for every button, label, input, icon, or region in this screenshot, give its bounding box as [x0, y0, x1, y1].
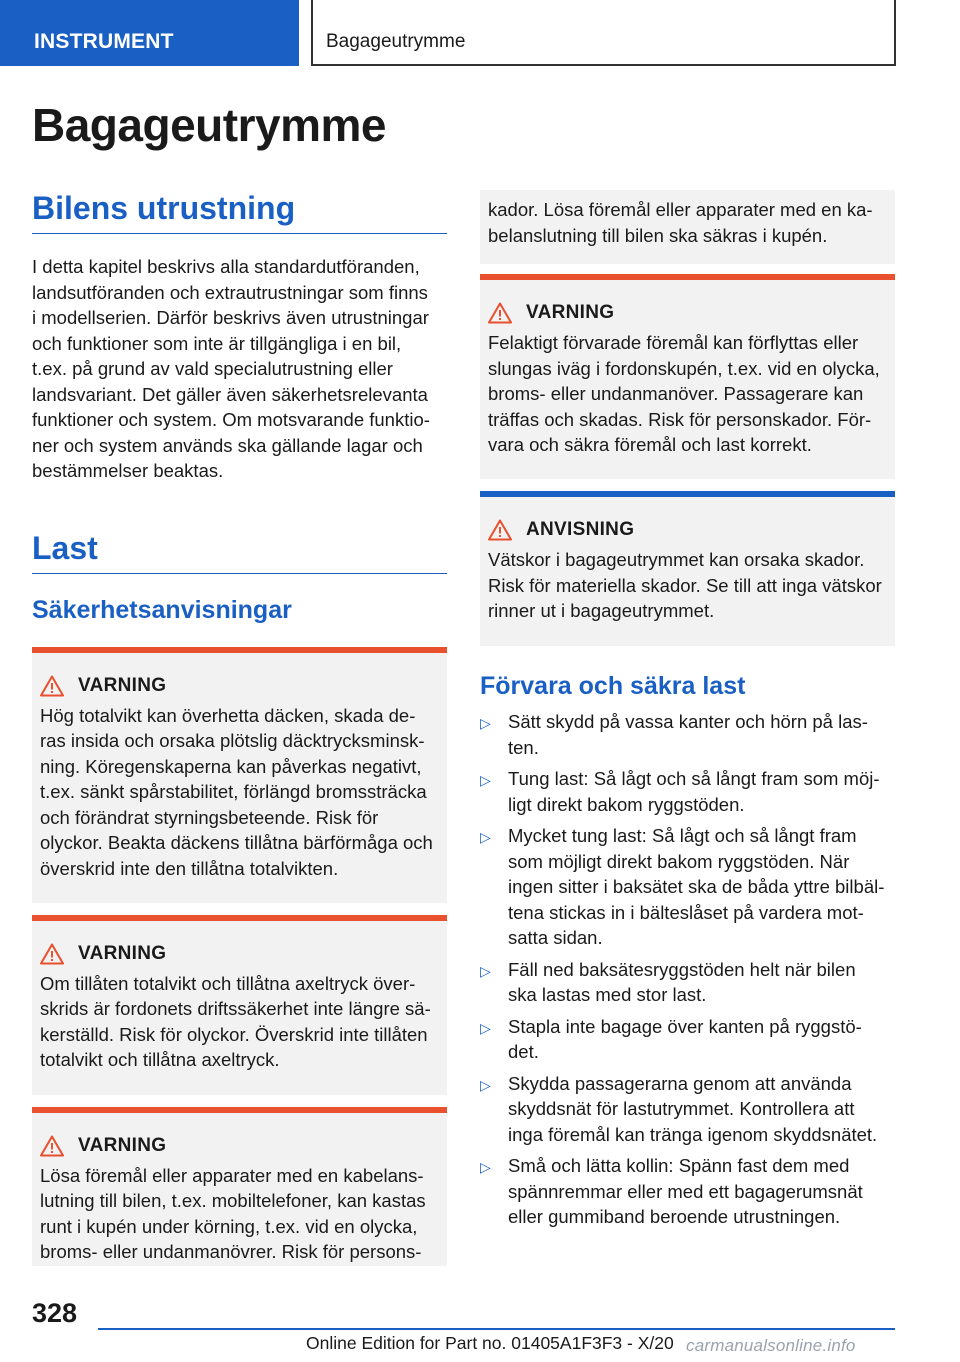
section-tab[interactable]: Bagageutrymme [311, 0, 896, 66]
triangle-bullet-icon: ▷ [480, 1019, 491, 1036]
section-heading-equipment: Bilens utrustning [32, 190, 447, 234]
triangle-bullet-icon: ▷ [480, 772, 491, 788]
triangle-bullet-icon: ▷ [480, 715, 491, 731]
watermark[interactable]: carmanualsonline.info [686, 1336, 856, 1355]
list-item: ▷ Fäll ned baksätesryggstöden helt när bilen ska lastas med stor last. [480, 957, 895, 1008]
triangle-bullet-icon: ▷ [480, 1076, 491, 1093]
section-heading-load: Last [32, 530, 447, 574]
warning-box-loose-items: VARNING Lösa föremål eller apparater med en kabelans- lutning till bilen, t.ex. mobiltelefoner, kan kastas runt i kupén under körning, t.ex. vid en olycka, broms- eller undanmanövrer. Risk för persons- [32, 1107, 447, 1266]
list-item: ▷ Skydda passagerarna genom att använda skyddsnät för lastutrymmet. Kontrollera att inga föremål kan tränga igenom skyddsnätet. [480, 1071, 895, 1148]
list-item: ▷ Mycket tung last: Så lågt och så långt fram som möjligt direkt bakom ryggstöden. När ingen sitter i baksätet ska de båda yttre bilbäl- tena stickas in i bälteslåset på vardera mot- satta sidan. [480, 823, 895, 951]
storage-list [480, 709, 895, 1230]
subheading-store-load: Förvara och säkra last [480, 672, 746, 700]
triangle-bullet-icon: ▷ [480, 1159, 491, 1175]
warning-label: VARNING [526, 302, 615, 323]
equipment-paragraph: I detta kapitel beskrivs alla standardutföranden, landsutföranden och extrautrustningar som finns i modellserien. Därför beskrivs även utrustningar och funktioner som inte är tillgängliga i en bil, t.ex. på grund av vald specialutrustning eller landsvariant. Det gäller även säkerhetsrelevanta funktioner och system. Om motsvarande funktio- ner och system används ska gällande lagar och bestämmelser beaktas. [32, 256, 430, 481]
list-item: ▷ Stapla inte bagage över kanten på ryggstö- det. [480, 1014, 895, 1065]
list-item: ▷ Sätt skydd på vassa kanter och hörn på las- ten. [480, 709, 895, 760]
warning-label: VARNING [78, 942, 167, 964]
warning-box-storage: VARNING Felaktigt förvarade föremål kan förflyttas eller slungas iväg i fordonskupén, t.ex. vid en olycka, broms- eller undanmanöver. Passagerare kan träffas och skadas. Risk för personskador. För- vara och säkra föremål och last korrekt. [480, 274, 895, 479]
chapter-tab[interactable]: INSTRUMENT [0, 0, 299, 66]
warning-label: VARNING [78, 674, 167, 696]
notice-label: ANVISNING [526, 519, 635, 540]
warning-triangle-icon [40, 943, 64, 965]
list-item: ▷ Tung last: Så lågt och så långt fram som möj- ligt direkt bakom ryggstöden. [480, 766, 895, 817]
left-column [32, 190, 447, 1266]
warning-box-overload: VARNING Hög totalvikt kan överhetta däcken, skada de- ras insida och orsaka plötslig däcktrycksminsk- ning. Köregenskaperna kan påverkas negativt, t.ex. sänkt spårstabilitet, förlängd bromssträcka och förändrat styrningsbeteende. Risk för olyckor. Beakta däckens tillåtna bärförmåga och överskrid inte den tillåtna totalvikten. [32, 647, 447, 903]
triangle-bullet-icon: ▷ [480, 962, 491, 979]
subheading-safety: Säkerhetsanvisningar [32, 595, 292, 624]
footer-divider [98, 1328, 895, 1330]
notice-box-liquids: ANVISNING Vätskor i bagageutrymmet kan orsaka skador. Risk för materiella skador. Se till att inga vätskor rinner ut i bagageutrymmet. [480, 491, 895, 646]
right-column [480, 190, 895, 1236]
warning-triangle-icon [488, 302, 512, 324]
warning-label: VARNING [78, 1134, 167, 1156]
triangle-bullet-icon: ▷ [480, 829, 491, 845]
warning-box-loose-items-continued: kador. Lösa föremål eller apparater med en ka- belanslutning till bilen ska säkras i kupén. [480, 190, 895, 264]
edition-text: Online Edition for Part no. 01405A1F3F3 - X/20 [306, 1333, 674, 1353]
page-number: 328 [32, 1298, 78, 1328]
warning-triangle-icon [40, 1135, 64, 1157]
warning-triangle-icon [40, 675, 64, 697]
page-title: Bagageutrymme [32, 99, 386, 151]
warning-box-axle: VARNING Om tillåten totalvikt och tillåtna axeltryck över- skrids är fordonets driftssäkerhet inte längre sä- kerställd. Risk för olyckor. Överskrid inte tillåten totalvikt och tillåtna axeltryck. [32, 915, 447, 1095]
warning-triangle-icon [488, 519, 512, 541]
list-item: ▷ Små och lätta kollin: Spänn fast dem med spännremmar eller med ett bagagerumsnät eller gummiband beroende utrustningen. [480, 1153, 895, 1230]
